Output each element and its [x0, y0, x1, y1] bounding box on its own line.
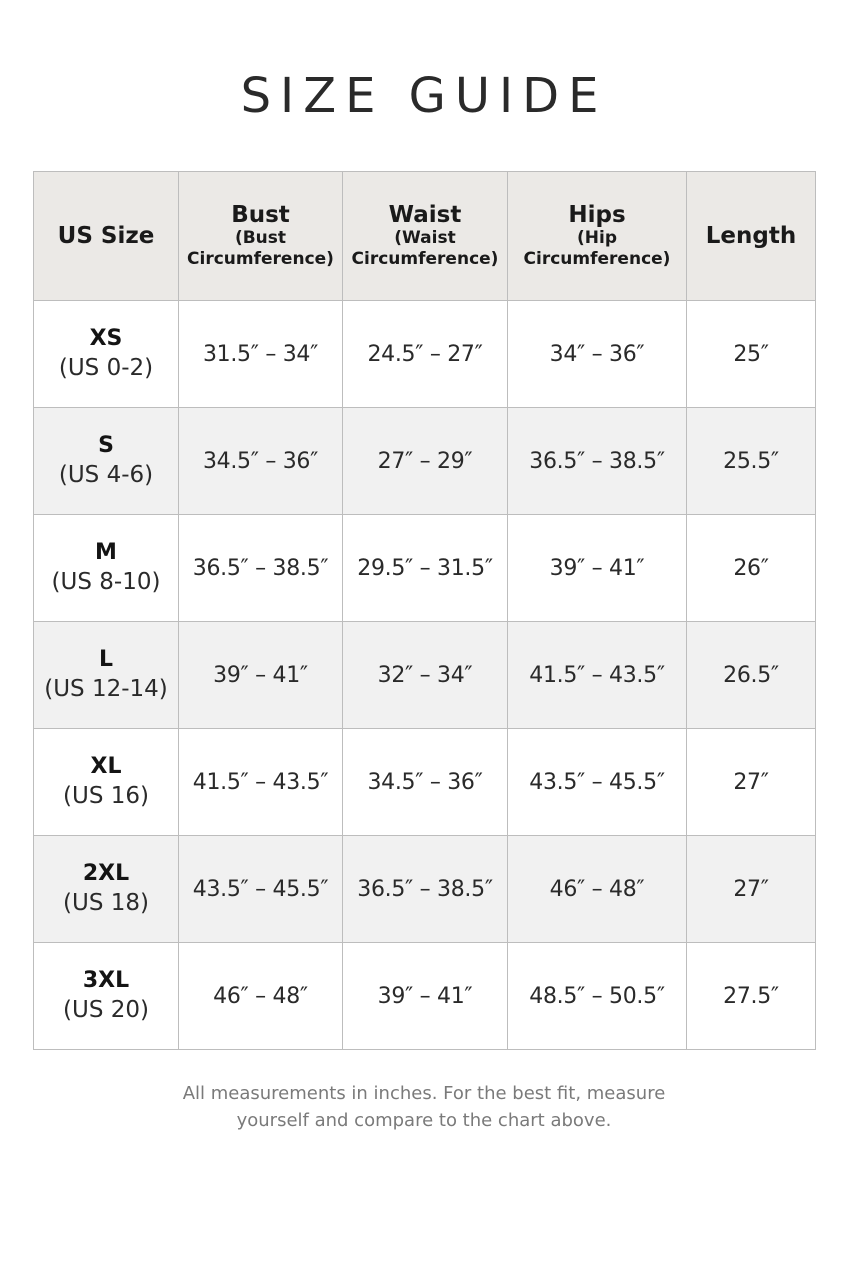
length-value: 27″	[733, 769, 769, 795]
size-us: (US 16)	[63, 783, 149, 809]
size-code: XS	[89, 326, 123, 351]
waist-value: 29.5″ – 31.5″	[357, 555, 493, 581]
length-cell	[687, 408, 816, 515]
size-cell	[34, 515, 179, 622]
header-bust-sub-2: Circumference)	[187, 249, 334, 269]
measurement-note	[0, 1080, 848, 1134]
size-cell	[34, 943, 179, 1050]
table-row	[34, 301, 816, 408]
header-length-label: Length	[705, 223, 797, 249]
size-cell	[34, 301, 179, 408]
table-row	[34, 729, 816, 836]
hips-value: 41.5″ – 43.5″	[529, 662, 665, 688]
size-us: (US 18)	[63, 890, 149, 916]
bust-value: 46″ – 48″	[213, 983, 308, 1009]
hips-value: 48.5″ – 50.5″	[529, 983, 665, 1009]
size-code: M	[95, 540, 117, 565]
waist-cell	[343, 408, 508, 515]
header-waist	[343, 172, 508, 301]
table-row	[34, 836, 816, 943]
bust-cell	[179, 515, 343, 622]
waist-value: 24.5″ – 27″	[367, 341, 483, 367]
length-value: 26.5″	[723, 662, 779, 688]
hips-cell	[508, 836, 687, 943]
hips-value: 34″ – 36″	[549, 341, 645, 367]
hips-cell	[508, 515, 687, 622]
bust-cell	[179, 729, 343, 836]
hips-cell	[508, 408, 687, 515]
table-row	[34, 622, 816, 729]
size-us: (US 12-14)	[44, 676, 168, 702]
hips-value: 43.5″ – 45.5″	[529, 769, 665, 795]
bust-cell	[179, 301, 343, 408]
size-cell	[34, 729, 179, 836]
table-row	[34, 515, 816, 622]
length-value: 27.5″	[723, 983, 779, 1009]
length-cell	[687, 515, 816, 622]
bust-value: 36.5″ – 38.5″	[192, 555, 329, 581]
size-code: S	[98, 433, 114, 458]
bust-value: 41.5″ – 43.5″	[192, 769, 329, 795]
waist-cell	[343, 301, 508, 408]
length-cell	[687, 622, 816, 729]
hips-value: 39″ – 41″	[549, 555, 645, 581]
length-value: 25.5″	[723, 448, 779, 474]
hips-value: 36.5″ – 38.5″	[529, 448, 665, 474]
size-cell	[34, 622, 179, 729]
hips-cell	[508, 622, 687, 729]
table-header-row	[34, 172, 816, 301]
size-guide-table	[33, 171, 816, 1050]
hips-value: 46″ – 48″	[549, 876, 645, 902]
size-code: 2XL	[82, 861, 130, 886]
page-title: SIZE GUIDE	[240, 68, 608, 124]
waist-value: 32″ – 34″	[377, 662, 473, 688]
waist-cell	[343, 515, 508, 622]
bust-cell	[179, 622, 343, 729]
bust-value: 34.5″ – 36″	[202, 448, 319, 474]
waist-value: 27″ – 29″	[377, 448, 473, 474]
size-cell	[34, 408, 179, 515]
waist-cell	[343, 836, 508, 943]
header-hips-sub-2: Circumference)	[523, 249, 671, 269]
size-us: (US 8-10)	[51, 569, 161, 595]
bust-cell	[179, 943, 343, 1050]
header-bust-sub-1: (Bust	[234, 228, 287, 248]
header-hips	[508, 172, 687, 301]
length-cell	[687, 836, 816, 943]
bust-value: 39″ – 41″	[213, 662, 308, 688]
header-hips-label: Hips	[568, 202, 626, 228]
measurement-note-line-2: yourself and compare to the chart above.	[236, 1110, 612, 1131]
header-waist-sub-2: Circumference)	[351, 249, 499, 269]
waist-value: 39″ – 41″	[377, 983, 473, 1009]
header-bust-label: Bust	[231, 202, 290, 228]
length-value: 27″	[733, 876, 769, 902]
bust-cell	[179, 836, 343, 943]
bust-value: 43.5″ – 45.5″	[192, 876, 329, 902]
length-cell	[687, 729, 816, 836]
header-hips-sub-1: (Hip	[577, 228, 617, 248]
waist-cell	[343, 622, 508, 729]
size-code: 3XL	[82, 968, 130, 993]
length-value: 26″	[733, 555, 769, 581]
waist-cell	[343, 729, 508, 836]
size-us: (US 20)	[63, 997, 149, 1023]
size-us: (US 0-2)	[58, 355, 154, 381]
hips-cell	[508, 943, 687, 1050]
waist-value: 36.5″ – 38.5″	[357, 876, 493, 902]
bust-value: 31.5″ – 34″	[202, 341, 319, 367]
header-length	[687, 172, 816, 301]
length-cell	[687, 943, 816, 1050]
size-code: XL	[90, 754, 122, 779]
length-cell	[687, 301, 816, 408]
header-us-size-label: US Size	[57, 223, 155, 249]
hips-cell	[508, 729, 687, 836]
waist-cell	[343, 943, 508, 1050]
length-value: 25″	[733, 341, 769, 367]
header-bust	[179, 172, 343, 301]
size-cell	[34, 836, 179, 943]
size-code: L	[98, 647, 114, 672]
table-row	[34, 408, 816, 515]
bust-cell	[179, 408, 343, 515]
size-us: (US 4-6)	[58, 462, 154, 488]
header-us-size	[34, 172, 179, 301]
waist-value: 34.5″ – 36″	[367, 769, 483, 795]
hips-cell	[508, 301, 687, 408]
measurement-note-line-1: All measurements in inches. For the best fit, measure	[182, 1083, 666, 1104]
header-waist-label: Waist	[388, 202, 462, 228]
header-waist-sub-1: (Waist	[394, 228, 456, 248]
table-row	[34, 943, 816, 1050]
